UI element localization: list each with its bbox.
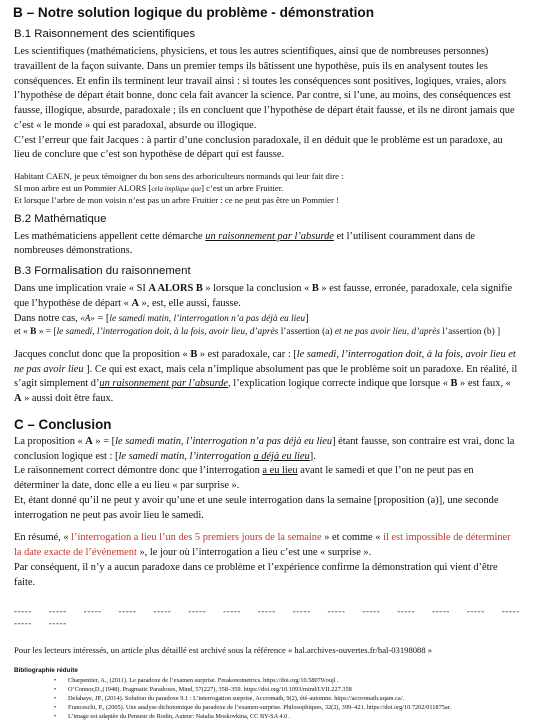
c-p1-b: A	[85, 435, 93, 447]
bibliography-item: • Delahaye, JP., (2014). Solution du paradoxe 9.1 : L’interrogation surprise, Accromath, 9(2), été-automne. https://accromath.uqam.ca/.	[54, 695, 520, 704]
b3-l3-e: l’assertion (a)	[278, 327, 335, 338]
section-b2-heading: B.2 Mathématique	[14, 212, 107, 225]
caen-line-1: Habitant CAEN, je peux témoigner du bon sens des arboriculteurs normands qui leur fait dire :	[14, 171, 344, 182]
b3-p4-g: , l’explication logique correcte indique que lorsque «	[228, 378, 451, 390]
b3-p1-f: B	[311, 283, 319, 295]
section-b3-heading: B.3 Formalisation du raisonnement	[14, 265, 191, 278]
c-p1-f: le samedi matin, l’interrogation	[118, 450, 254, 462]
c-p1-e: ] étant fausse, son contraire est vrai, donc la conclusion logique est : [	[14, 435, 515, 462]
b2-p-b: un raisonnement par l’absurde	[205, 230, 334, 242]
b3-p4-a: Jacques conclut donc que la proposition «	[14, 348, 191, 360]
b3-p1-i: », est, elle aussi, fausse.	[138, 297, 241, 309]
b3-p1-b: A	[148, 283, 156, 295]
caen-line-2-a: SI mon arbre est un Pommier ALORS [	[14, 182, 152, 193]
b3-paragraph-1	[14, 282, 520, 312]
b3-p4-c: » est paradoxale, car : [	[197, 348, 297, 360]
b2-paragraph	[14, 230, 520, 260]
b3-l2-a: Dans notre cas,	[14, 312, 81, 324]
c-paragraph-2	[14, 464, 520, 494]
bibliography-item: • Charpentier, A., (2011). Le paradoxe de l’examen surprise. Freakonometrics. https://doi.org/10.58079/oujl .	[54, 677, 520, 686]
c-p4-c: » et comme «	[321, 532, 384, 544]
caen-line-3: Et lorsque l’arbre de mon voisin n’est pas un arbre Fruitier : ce ne peut pas être un Pommier !	[14, 194, 339, 205]
c-p2-c: avant le samedi et que l’on ne peut pas en déterminer la date, donc elle a eu lieu « par surprise ».	[14, 465, 474, 492]
b3-l2-d: le samedi matin, l’interrogation n’a pas déjà eu lieu	[109, 313, 306, 324]
b3-l2-b: «A»	[80, 312, 95, 323]
c-p4-b: l’interrogation a lieu l’un des 5 premiers jours de la semaine	[71, 532, 322, 544]
caen-line-2-c: ] c’est un arbre Fruitier.	[201, 182, 284, 193]
b3-p1-h: A	[131, 297, 139, 309]
b3-p4-f: un raisonnement par l’absurde	[99, 378, 229, 390]
b1-paragraph-2: C’est l’erreur que fait Jacques : à partir d’une conclusion paradoxale, il en déduit que le problème est un paradoxe, au lieu de conclure que c’est son hypothèse de départ qui est fausse.	[14, 134, 503, 161]
bibliography-item: • L’image est adaptée du Penseur de Rodin, Auteur: Natalia Moskovkina, CC BY-SA 4.0 .	[54, 713, 520, 721]
c-p1-c: » = [	[92, 435, 116, 447]
c-p1-h: ].	[309, 450, 316, 462]
c-p2-b: a eu lieu	[262, 465, 298, 477]
c-p1-g: a déjà eu lieu	[253, 450, 310, 462]
b3-p4-b: B	[190, 348, 198, 360]
bibliography-item: • O’Connor,D.,(1948). Pragmatic Paradoxes, Mind, 57(227), 358–359. https://doi.org/10.1093/mind/LVII.227.358	[54, 686, 520, 695]
caen-line-2	[14, 183, 520, 195]
b3-l2-e: ]	[305, 312, 309, 324]
b2-p-c: et l’utilisent couramment dans de nombreuses démonstrations.	[14, 230, 476, 257]
c-paragraph-1	[14, 435, 520, 465]
c-p4-e: », le jour où l’interrogation a lieu c’est une « surprise ».	[136, 547, 372, 559]
b3-p4-j: A	[14, 393, 22, 405]
c-p1-d: le samedi matin, l’interrogation n’a pas déjà eu lieu	[115, 435, 333, 447]
b3-p4-e: ]. Ce qui est exact, mais cela n’implique absolument pas que le problème soit un paradoxe. En réalité, il s’agit simplement d’	[14, 363, 518, 390]
b3-l3-c: » = [	[36, 327, 57, 338]
c-p2-a: Le raisonnement correct démontre donc que l’interrogation	[14, 465, 263, 477]
b3-p1-c: ALORS	[155, 283, 196, 295]
separator-dashes: ----- ----- ----- ----- ----- ----- ----- ----- ----- ----- ----- ----- ----- ----- ----- ----- -----	[14, 605, 520, 629]
b3-l2-c: = [	[94, 312, 110, 324]
b3-l3-f: et ne pas avoir lieu, d’après	[334, 327, 441, 338]
b3-l3-d: le samedi, l’interrogation doit, à la fois, avoir lieu, d’après	[56, 327, 279, 338]
b3-case-a	[14, 312, 520, 327]
c-p1-a: La proposition «	[14, 435, 86, 447]
section-c-heading: C – Conclusion	[14, 416, 112, 432]
b3-l3-g: l’assertion (b) ]	[440, 327, 501, 338]
c-p4-a: En résumé, «	[14, 532, 72, 544]
archive-note: Pour les lecteurs intéressés, un article plus détaillé est archivé sous la référence « hal.archives-ouvertes.fr/hal-03198088 »	[14, 645, 433, 656]
b3-l3-a: et «	[14, 327, 31, 338]
b3-p4-i: » est faux, «	[457, 378, 511, 390]
bibliography-list	[54, 677, 520, 721]
b3-paragraph-4	[14, 348, 520, 407]
c-paragraph-4	[14, 531, 520, 561]
b3-p1-a: Dans une implication vraie « SI	[14, 283, 149, 295]
section-b-heading: B – Notre solution logique du problème - démonstration	[13, 5, 374, 20]
b3-p4-d: le samedi, l’interrogation doit, à la fois, avoir lieu et ne pas avoir lieu	[14, 348, 516, 375]
b3-l3-b: B	[30, 327, 37, 338]
caen-testimony	[14, 171, 520, 206]
b1-paragraph-1: Les scientifiques (mathématiciens, physiciens, et tous les autres scientifiques, ainsi que de nombreuses personnes) travaillent de la façon suivante. Dans un premier temps ils bâtissent une hypothèse, puis ils en analysent toutes les conséquences. Et enfin ils terminent leur travail ainsi : si toutes les conséquences sont positives, logiques, vraies, alors l’hypothèse de départ était bonne, donc cela fait avancer la science. Par contre, si l’une, au moins, des conséquences est fausse, illogique, absurde, paradoxale ; ils en concluent que l’hypothèse de départ était fausse, et ils ne diront jamais que c’est « le monde » qui est paradoxal, absurde ou illogique.	[14, 46, 515, 131]
bibliography-title: Bibliographie réduite	[14, 667, 78, 675]
c-paragraph-5: Par conséquent, il n’y a aucun paradoxe dans ce problème et l’expérience confirme la démonstration qui vient d’être faite.	[14, 561, 498, 588]
b3-case-b	[14, 326, 520, 339]
caen-line-2-b: cela implique que	[151, 184, 202, 193]
b3-p1-d: B	[195, 283, 203, 295]
b3-p1-g: » est fausse, erronée, paradoxale, cela signifie que l’hypothèse de départ «	[14, 283, 513, 309]
b3-p4-h: B	[450, 378, 458, 390]
c-paragraph-3: Et, étant donné qu’il ne peut y avoir qu’une et une seule interrogation dans la semaine [proposition (a)], une seconde interrogation ne peut pas avoir lieu le samedi.	[14, 494, 499, 521]
c-p4-d: il est impossible de déterminer la date exacte de l’événement	[14, 532, 511, 559]
b3-p4-k: » aussi doit être faux.	[21, 393, 114, 405]
bibliography-item: • Franceschi, P., (2005). Une analyse dichotomique du paradoxe de l’examen-surprise. Philosophiques, 32(2), 399–421. https://doi.org/10.7202/011875ar.	[54, 704, 520, 713]
section-b1-heading: B.1 Raisonnement des scientifiques	[14, 28, 196, 40]
b2-p-a: Les mathématiciens appellent cette démarche	[14, 230, 206, 242]
b3-p1-e: » lorsque la conclusion «	[202, 283, 312, 295]
